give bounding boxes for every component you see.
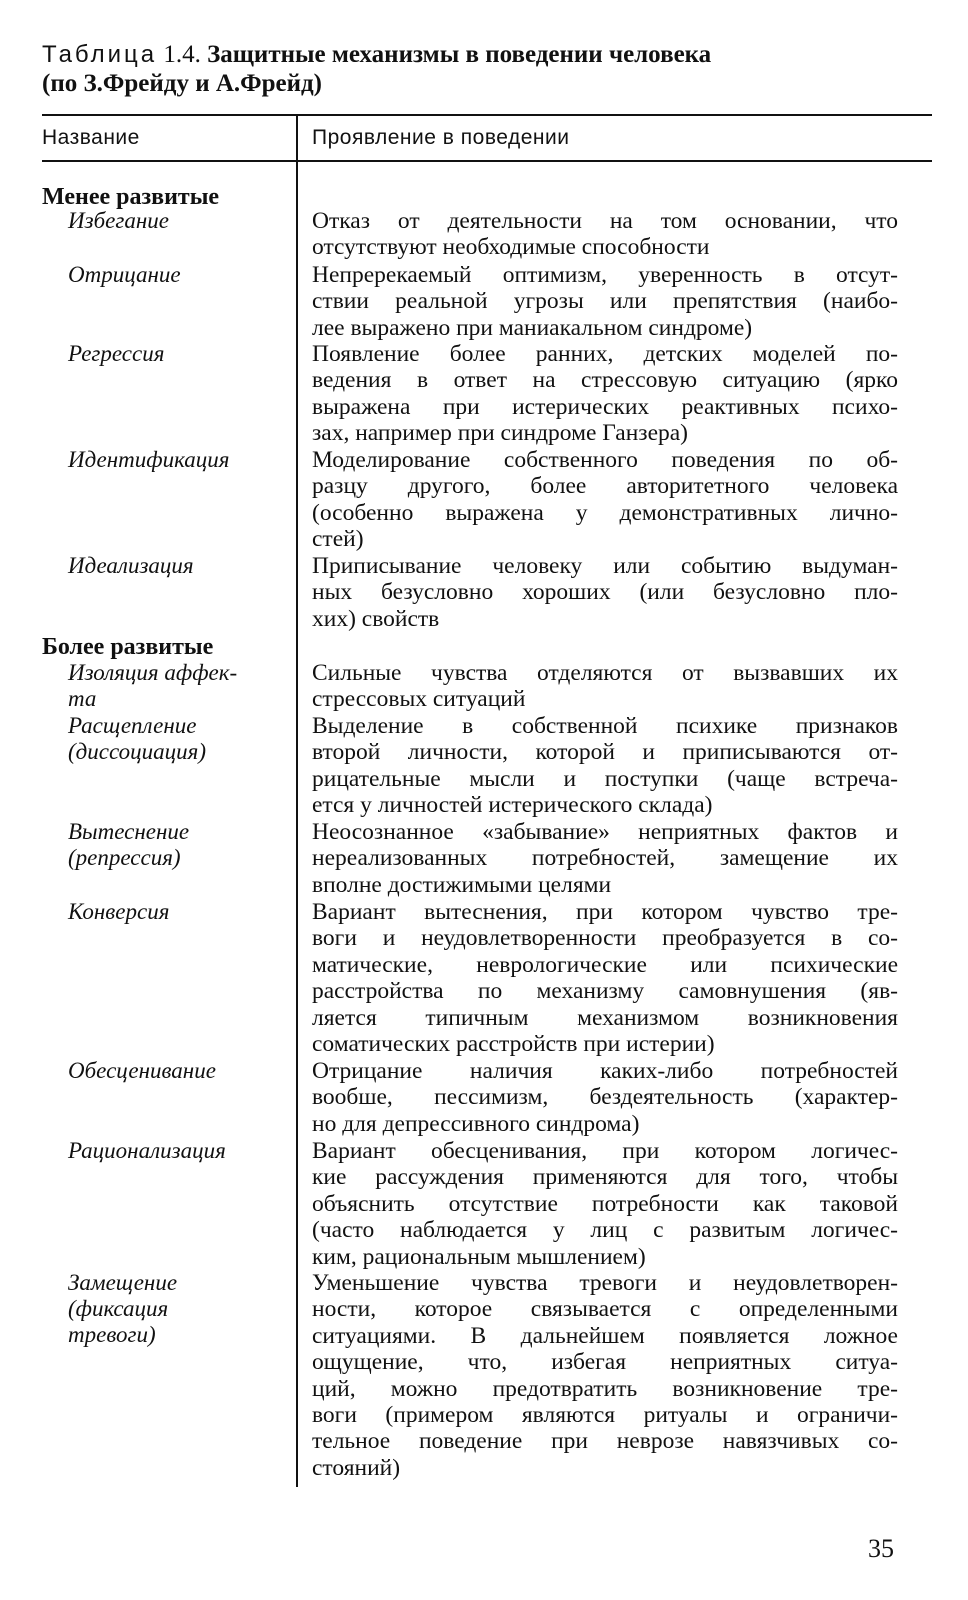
description-line: ций, можно предотвратить возникновение тре- (312, 1375, 898, 1402)
defense-mechanism-name (68, 262, 288, 288)
term-line: Вытеснение (68, 819, 190, 844)
group-label-less-developed: Менее развитые (42, 184, 220, 210)
description-line: Неосознанное «забывание» неприятных фактов и (312, 819, 898, 845)
description-line: стояний) (312, 1454, 401, 1481)
description-line: (часто наблюдается у лиц с развитым логичес- (312, 1217, 898, 1244)
defense-mechanism-name (68, 713, 288, 765)
description-line: Моделирование собственного поведения по об- (312, 447, 898, 473)
term-line: Идентификация (68, 447, 230, 472)
defense-mechanism-name (68, 341, 288, 367)
header-bottom-rule (42, 160, 932, 162)
description-line: вполне достижимыми целями (312, 871, 612, 898)
term-line: Изоляция аффек- (68, 660, 238, 685)
description-line: второй личности, которой и приписываются от- (312, 739, 898, 766)
caption-title-line1: Защитные механизмы в поведении человека (207, 41, 712, 68)
description-line: соматических расстройств при истерии) (312, 1031, 715, 1058)
description-line: ется у личностей истерического склада) (312, 792, 713, 819)
behavior-description (312, 262, 898, 341)
defense-mechanism-name (68, 553, 288, 579)
description-line: разцу другого, более авторитетного человека (312, 473, 898, 500)
description-line: тельное поведение при неврозе навязчивых со- (312, 1428, 898, 1455)
behavior-description (312, 1058, 898, 1137)
defense-mechanism-name (68, 208, 288, 234)
page-number: 35 (868, 1534, 894, 1563)
description-line: матические, неврологические или психические (312, 951, 898, 978)
description-line: ощущение, что, избегая неприятных ситуа- (312, 1349, 898, 1376)
column-header-name: Название (42, 126, 140, 149)
term-line: та (68, 686, 97, 711)
caption-title-line2: (по З.Фрейду и А.Фрейд) (42, 70, 323, 97)
behavior-description (312, 208, 898, 261)
defense-mechanism-name (68, 819, 288, 871)
term-line: Регрессия (68, 341, 165, 366)
description-line: хих) свойств (312, 605, 440, 632)
defense-mechanism-name (68, 1138, 288, 1164)
description-line: Вариант вытеснения, при котором чувство тре- (312, 899, 898, 925)
term-line: Рационализация (68, 1138, 226, 1163)
term-line: Идеализация (68, 553, 194, 578)
behavior-description (312, 899, 898, 1057)
description-line: ных безусловно хороших (или безусловно пло- (312, 579, 898, 606)
term-line: Замещение (68, 1270, 178, 1295)
behavior-description (312, 1138, 898, 1270)
description-line: рицательные мысли и поступки (чаще встреча- (312, 765, 898, 792)
defense-mechanism-name (68, 1058, 288, 1084)
description-line: ким, рациональным мышлением) (312, 1243, 646, 1270)
description-line: объяснить отсутствие потребности как таковой (312, 1190, 898, 1217)
description-line: ности, которое связывается с определенными (312, 1296, 898, 1323)
caption-label: Таблица (42, 41, 158, 68)
term-line: Обесценивание (68, 1058, 216, 1083)
description-line: расстройства по механизму самовнушения (яв- (312, 978, 898, 1005)
description-line: ствии реальной угрозы или препятствия (наибо- (312, 288, 898, 315)
behavior-description (312, 553, 898, 632)
column-divider (296, 115, 298, 1487)
term-line: (диссоциация) (68, 739, 206, 764)
description-line: (особенно выражена у демонстративных лично- (312, 499, 898, 526)
description-line: ляется типичным механизмом возникновения (312, 1004, 898, 1031)
description-line: стей) (312, 526, 364, 553)
description-line: лее выражено при маниакальном синдроме) (312, 314, 753, 341)
description-line: нереализованных потребностей, замещение их (312, 845, 898, 872)
description-line: вообше, пессимизм, бездеятельность (характер- (312, 1084, 898, 1111)
description-line: Выделение в собственной психике признаков (312, 713, 898, 739)
term-line: Отрицание (68, 262, 181, 287)
term-line: (репрессия) (68, 845, 181, 870)
table-top-rule (42, 114, 932, 116)
description-line: отсутствуют необходимые способности (312, 234, 710, 261)
term-line: Избегание (68, 208, 169, 233)
description-line: ведения в ответ на стрессовую ситуацию (ярко (312, 367, 898, 394)
description-line: зах, например при синдроме Ганзера) (312, 420, 689, 447)
behavior-description (312, 819, 898, 898)
behavior-description (312, 341, 898, 447)
description-line: ситуациями. В дальнейшем появляется ложное (312, 1322, 898, 1349)
defense-mechanism-name (68, 447, 288, 473)
table-caption (42, 40, 922, 98)
defense-mechanism-name (68, 899, 288, 925)
caption-number: 1.4. (163, 41, 201, 68)
term-line: Расщепление (68, 713, 197, 738)
term-line: Конверсия (68, 899, 170, 924)
description-line: Отказ от деятельности на том основании, что (312, 208, 898, 234)
group-label-more-developed: Более развитые (42, 634, 214, 660)
behavior-description (312, 1270, 898, 1481)
column-header-manifestation: Проявление в поведении (312, 126, 570, 149)
description-line: Появление более ранних, детских моделей по- (312, 341, 898, 367)
description-line: Непререкаемый оптимизм, уверенность в отсут- (312, 262, 898, 288)
description-line: Уменьшение чувства тревоги и неудовлетворен- (312, 1270, 898, 1296)
description-line: но для депрессивного синдрома) (312, 1110, 640, 1137)
term-line: (фиксация (68, 1296, 169, 1321)
description-line: Отрицание наличия каких-либо потребностей (312, 1058, 898, 1084)
description-line: Сильные чувства отделяются от вызвавших их (312, 660, 898, 686)
description-line: Приписывание человеку или событию выдуман- (312, 553, 898, 579)
description-line: Вариант обесценивания, при котором логичес- (312, 1138, 898, 1164)
behavior-description (312, 660, 898, 713)
defense-mechanism-name (68, 1270, 288, 1348)
term-line: тревоги) (68, 1322, 156, 1347)
description-line: кие рассуждения применяются для того, чтобы (312, 1164, 898, 1191)
behavior-description (312, 447, 898, 553)
description-line: выражена при истерических реактивных психо- (312, 393, 898, 420)
defense-mechanism-name (68, 660, 288, 712)
behavior-description (312, 713, 898, 819)
description-line: воги и неудовлетворенности преобразуется в со- (312, 925, 898, 952)
description-line: воги (примером являются ритуалы и ограничи- (312, 1402, 898, 1429)
description-line: стрессовых ситуаций (312, 686, 526, 713)
